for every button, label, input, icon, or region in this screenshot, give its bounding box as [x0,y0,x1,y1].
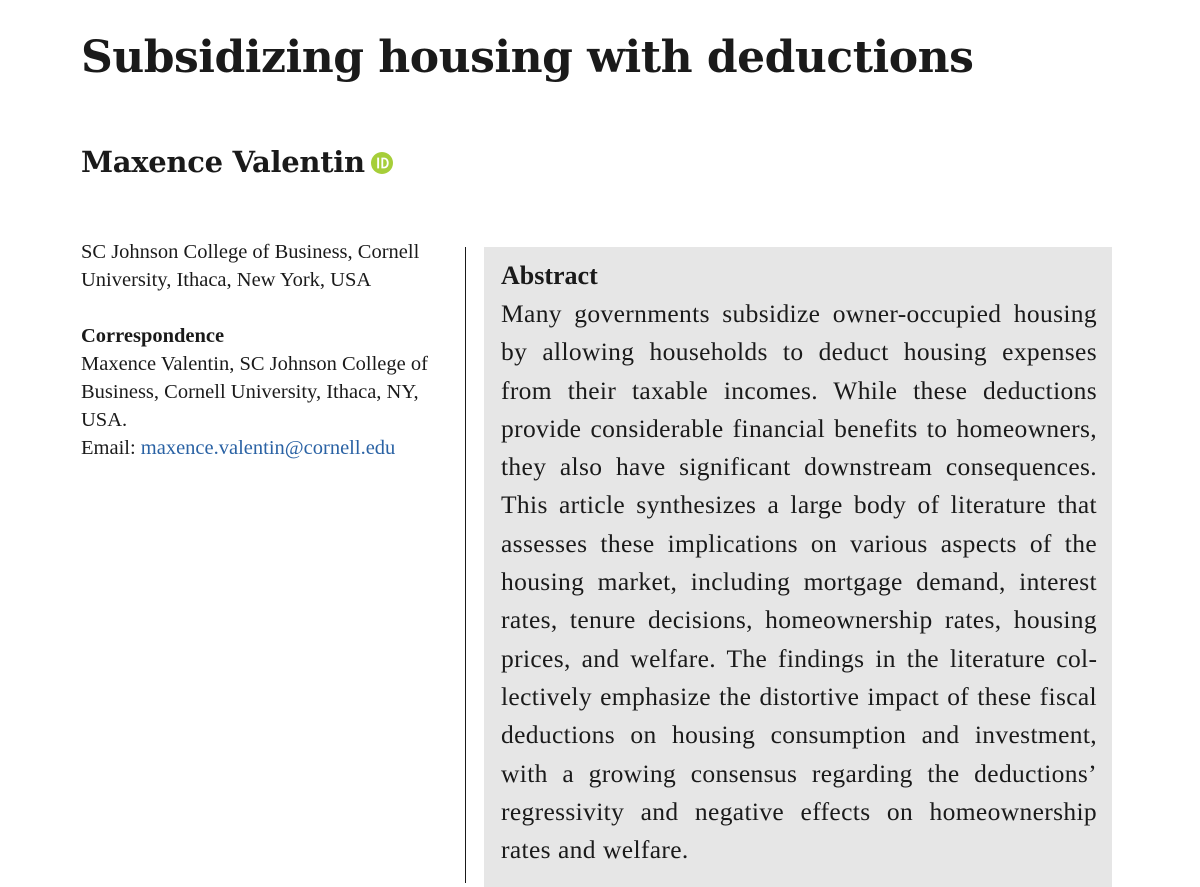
abstract-box [484,247,1112,887]
correspondence-address: Maxence Valentin, SC Johnson College of Business, Cornell University, Ithaca, NY, USA. [81,353,428,431]
email-label: Email: [81,437,141,459]
email-link[interactable]: maxence.valentin@cornell.edu [140,437,396,459]
email-line [81,434,449,462]
abstract-heading: Abstract [501,261,598,290]
column-divider [465,247,466,883]
article-title: Subsidizing housing with deductions [81,32,974,83]
author-row [81,142,393,182]
orcid-icon[interactable] [371,152,393,174]
abstract-text: Many governments subsidize owner-occupied housing by allowing households to deduct housing expenses from their taxable incomes. While these deductions provide considerable financial benefits to homeowners, they also have significant downstream consequences. This article synthesizes a large body of literature that assesses these implications on various aspects of the housing market, including mortgage demand, interest rates, tenure decisions, homeownership rates, housing prices, and welfare. The findings in the literature collectively emphasize the distortive impact of these fiscal deductions on housing consumption and investment, with a growing consensus regarding the deductions’ regressivity and negative effects on homeownership rates and welfare. [501,299,1097,865]
author-name: Maxence Valentin [81,145,365,179]
affiliation: SC Johnson College of Business, Cornell University, Ithaca, New York, USA [81,241,420,291]
author-info-column [81,238,449,462]
correspondence-heading: Correspondence [81,325,225,347]
